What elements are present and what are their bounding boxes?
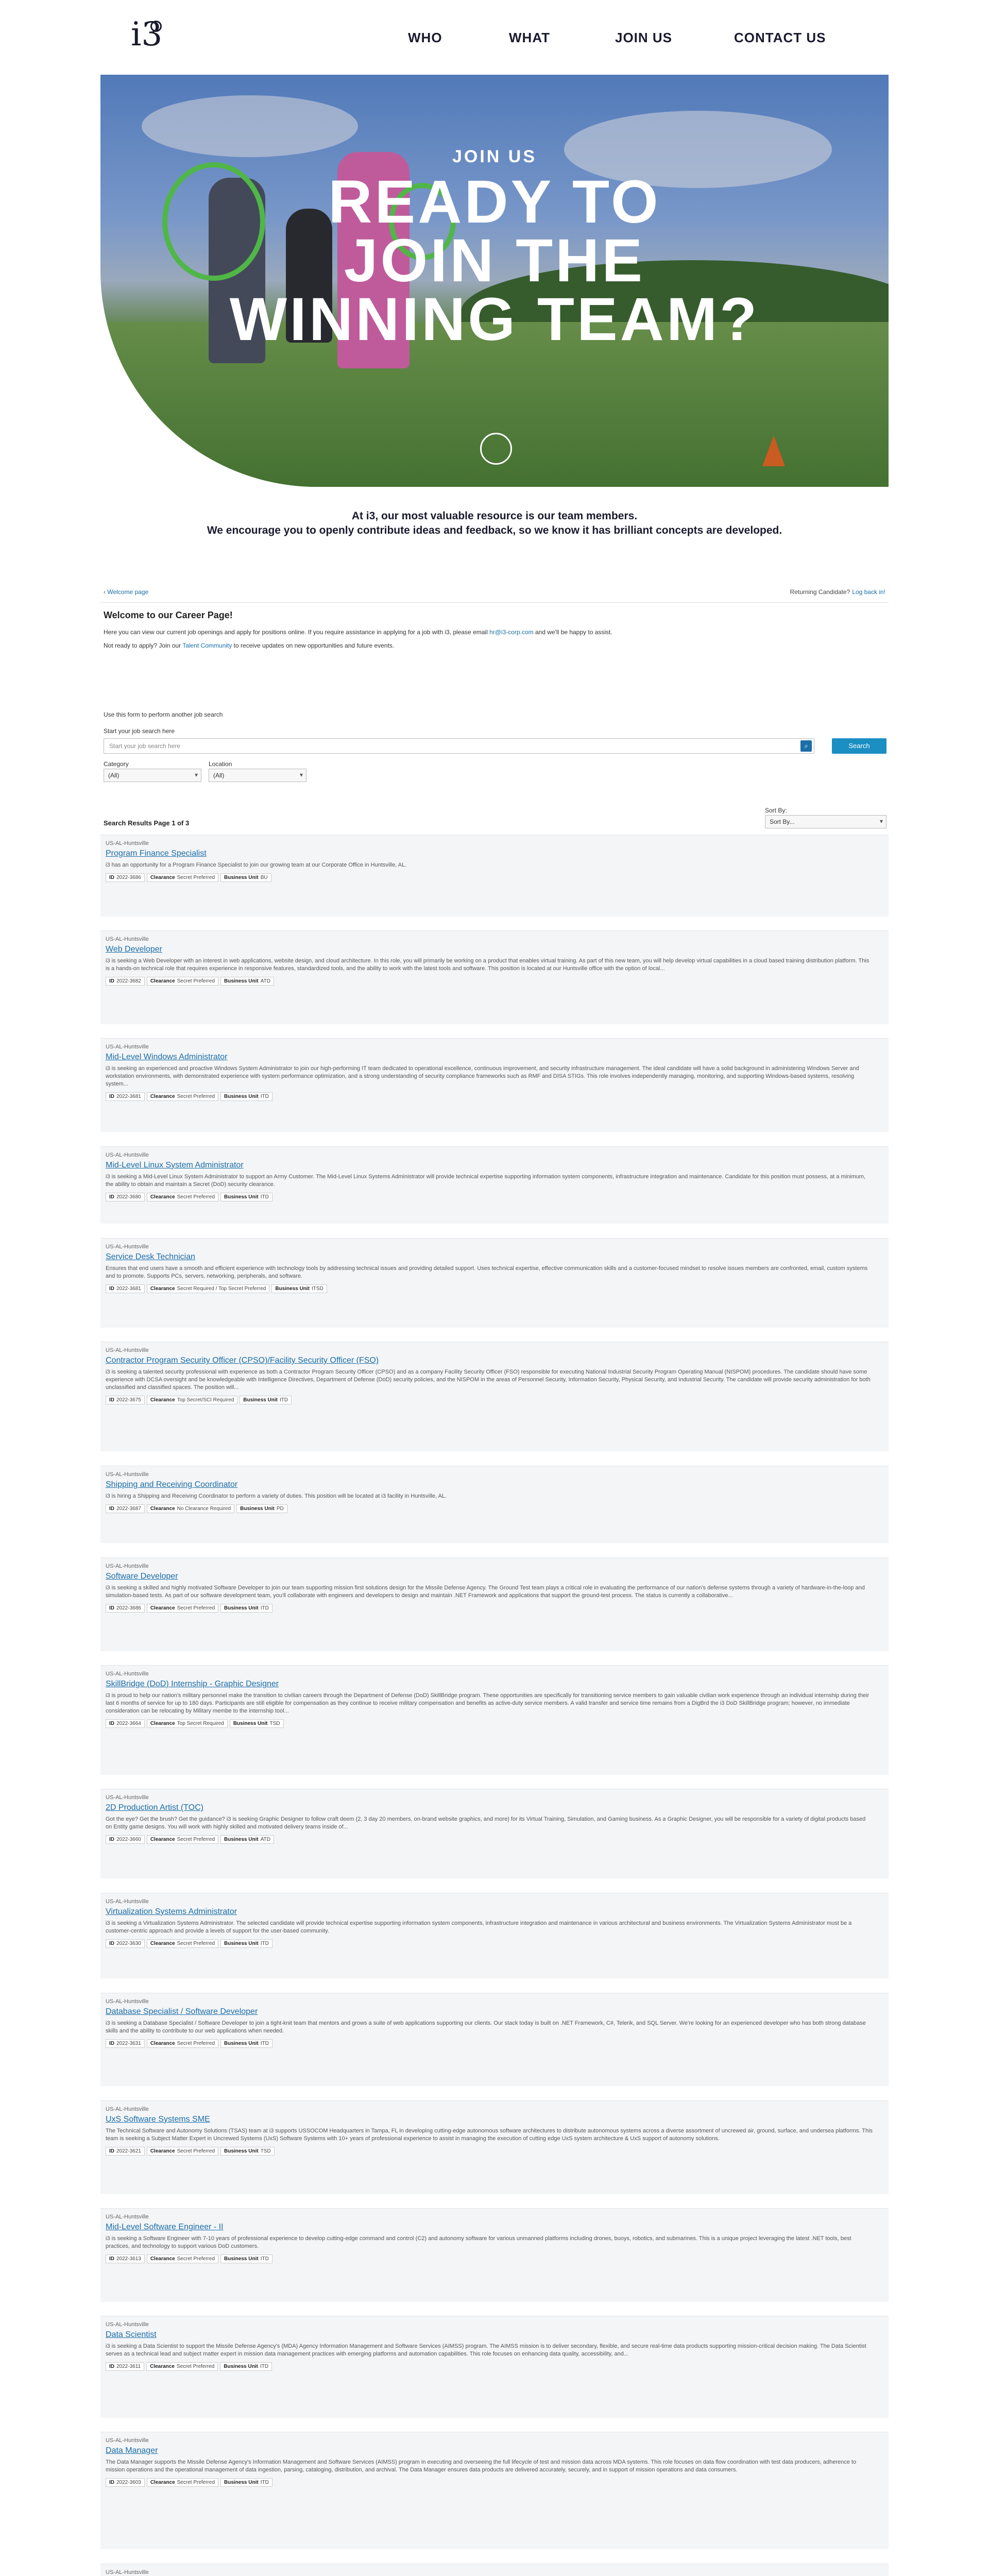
job-location: US-AL-Huntsville (106, 2437, 149, 2444)
business-unit-tag: Business Unit ITD (220, 1193, 272, 1201)
job-location: US-AL-Huntsville (106, 2321, 149, 2328)
nav-who[interactable]: WHO (408, 30, 442, 45)
job-tags (106, 1193, 885, 1202)
business-unit-tag: Business Unit ATD (220, 1835, 274, 1844)
job-card (100, 1146, 889, 1224)
job-description: i3 is seeking a skilled and highly motivated Software Developer to join our team supporting mission first solutions design for the Missile Defense Agency. The Ground Test team plays a critical role in evaluating the performance of our nation's defense systems through a variety of hardware-in-the-loop and simulation-based tests. As part of our software development team, you'll collaborate with engineers and developers to design and maintain .NET Framework and applications that support the ground-test process. The status is currently a collaborative... (106, 1584, 865, 1599)
hero-banner (100, 75, 889, 487)
clearance-tag: Clearance Secret Preferred (146, 2362, 218, 2371)
job-description: i3 is proud to help our nation's military personnel make the transition to civilian careers through the Department of Defense (DoD) SkillBridge program. These opportunities are specifically for transitioning service members to gain valuable civilian work experience through an individual internship during their last 6 months of service for up to 180 days. Participants are still eligible for compensation as they continue to receive military compensation and benefits as active-duty service members. A valid transfer and service time remains from a DigBrd the i3 DoD SkillBridge program; however, no immediate consideration can be relocating by Military membe to the internship tool... (106, 1692, 869, 1714)
business-unit-tag: Business Unit ITSD (271, 1284, 327, 1293)
job-card (100, 1238, 889, 1328)
job-id-tag: ID 2022-3603 (106, 2478, 145, 2487)
category-select[interactable]: (All) ▾ (104, 769, 201, 782)
job-id-tag: ID 2022-3686 (106, 1604, 145, 1613)
job-description: i3 is seeking a Mid-Level Linux System Administrator to support an Army Customer. The Mid-Level Linux Systems Administrator will provide technical expertise supporting information system components, infrastructure integration and maintenance. Candidate for this position must possess, at a minimum, the ability to obtain and maintain a Secret (DoD) security clearance. (106, 1173, 866, 1188)
job-tags (106, 977, 885, 986)
clearance-tag: Clearance No Clearance Required (147, 1504, 234, 1513)
clearance-tag: Clearance Secret Preferred (147, 2039, 218, 2048)
category-label: Category (104, 760, 129, 768)
job-title-link[interactable]: 2D Production Artist (TOC) (106, 1803, 203, 1812)
job-title-link[interactable]: Contractor Program Security Officer (CPSO)/Facility Security Officer (FSO) (106, 1356, 379, 1365)
job-card (100, 1789, 889, 1878)
job-description: i3 is seeking a Web Developer with an interest in web applications, website design, and cloud architecture. In this role, you will primarily be working on a product that enables virtual training. As part of this new team, you will help develop virtual capabilities in a cloud based training distribution platform. This is a hands-on technical role that requires experience in responsive features, standardized tools, and the ability to work with the latest tools and software. This position is located at our Huntsville office with the option of local... (106, 958, 869, 972)
job-card (100, 2432, 889, 2549)
search-button[interactable]: Search (832, 738, 886, 754)
scroll-down-button[interactable] (480, 433, 512, 465)
form-intro: Use this form to perform another job search (104, 711, 223, 718)
job-title-link[interactable]: Shipping and Receiving Coordinator (106, 1480, 238, 1489)
search-label: Start your job search here (104, 727, 175, 735)
logo-ring (150, 21, 162, 32)
business-unit-tag: Business Unit BU (220, 873, 271, 882)
clearance-tag: Clearance Secret Preferred (147, 1604, 218, 1613)
job-location: US-AL-Huntsville (106, 1151, 149, 1158)
clearance-tag: Clearance Secret Preferred (147, 2255, 218, 2263)
business-unit-tag: Business Unit ITD (220, 1092, 272, 1101)
business-unit-tag: Business Unit ITD (220, 2478, 272, 2487)
job-title-link[interactable]: Service Desk Technician (106, 1252, 196, 1261)
clearance-tag: Clearance Secret Preferred (147, 2478, 218, 2487)
job-card (100, 2564, 889, 2576)
job-location: US-AL-Huntsville (106, 2106, 149, 2112)
job-card (100, 930, 889, 1024)
job-card (100, 1893, 889, 1978)
business-unit-tag: Business Unit ATD (220, 977, 274, 986)
job-id-tag: ID 2022-3660 (106, 1835, 145, 1844)
job-id-tag: ID 2022-3681 (106, 1284, 145, 1293)
clearance-tag: Clearance Secret Preferred (147, 1835, 218, 1844)
business-unit-tag: Business Unit ITD (220, 2255, 272, 2263)
job-tags (106, 1719, 885, 1728)
nav-contact-us[interactable]: CONTACT US (734, 30, 826, 45)
clearance-tag: Clearance Secret Required / Top Secret Preferred (147, 1284, 270, 1293)
job-description: Ensures that end users have a smooth and efficient experience with technology tools by addressing technical issues and providing detailed support. Uses technical expertise, effective communication skills and a customer-focused mindset to resolve issues members are confronted, email, custom systems and to promote. Supports PCs, servers, networking, peripherals, and software. (106, 1265, 868, 1279)
business-unit-tag: Business Unit ITD (220, 2039, 272, 2048)
job-description: The Data Manager supports the Missile Defense Agency's Information Management and Software Services (AIMSS) program in executing and overseeing the full lifecycle of test and mission data across MDA systems. This role focuses on data flow coordination with test data producers, adherence to mission operations and the operational management of data ingestion, parsing, cataloging, distribution, and archival. The Data Manager ensures data products are delivered accurately, securely, and in support of mission operations and data consumers. (106, 2459, 857, 2473)
job-id-tag: ID 2022-3682 (106, 977, 145, 986)
job-description: i3 is seeking a Data Scientist to support the Missile Defense Agency's (MDA) Agency Information Management and Software Services (AIMSS) program. The AIMSS mission is to deliver secondary, flexible, and secure real-time data products supporting mission-critical decision making. The Data Scientist serves as a technical lead and subject matter expert in mission data management practices with emerging platforms and automation capabilities. This role focuses on enhancing data quality, accessibility, and... (106, 2343, 866, 2358)
job-description: i3 is hiring a Shipping and Receiving Coordinator to perform a variety of duties. This position will be located at i3 facility in Huntsville, AL. (106, 1493, 447, 1499)
job-description: i3 is seeking a talented security professional with experience as both a Contractor Program Security Officer (CPSO) and as a company Facility Security Officer (FSO) responsible for executing National Industrial Security Program Operating Manual (NISPOM) procedures. The candidate should have some experience with DCSA oversight and be knowledgeable with Intelligence Directives, Department of Defense (DoD) security policies, and the NISPOM in the areas of Personnel Security, Information Security, Physical Security, and Industrial Security. The candidate will provide security administration for both unclassified and classified spaces. The position will... (106, 1369, 871, 1391)
job-id-tag: ID 2022-3630 (106, 1939, 145, 1948)
job-card (100, 1665, 889, 1775)
job-location: US-AL-Huntsville (106, 1471, 149, 1478)
job-location: US-AL-Huntsville (106, 1998, 149, 2005)
business-unit-tag: Business Unit ITD (240, 1396, 292, 1404)
job-title-link[interactable]: Program Finance Specialist (106, 849, 207, 858)
job-card (100, 2208, 889, 2302)
job-id-tag: ID 2022-3681 (106, 1092, 145, 1101)
job-title-link[interactable]: UxS Software Systems SME (106, 2114, 210, 2124)
login-link[interactable]: Log back in! (852, 588, 885, 596)
job-description: Got the eye? Get the brush? Get the guidance? i3 is seeking Graphic Designer to follow craft deem (2, 3 day 20 members, on-brand website graphics, and more) for its Virtual Training, Simulation, and Gaming business. As a Graphic Designer, you will be responsible for a variety of digital products based on Entity game designs. You will work with highly skilled and motivated delivery teams inside of... (106, 1816, 866, 1831)
back-link[interactable]: ‹ Welcome page (104, 588, 149, 596)
business-unit-tag: Business Unit TSD (220, 2147, 275, 2156)
nav-what[interactable]: WHAT (509, 30, 551, 45)
job-tags (106, 1284, 885, 1294)
job-title-link[interactable]: Virtualization Systems Administrator (106, 1907, 237, 1916)
clearance-tag: Clearance Top Secret/SCI Required (147, 1396, 237, 1404)
job-location: US-AL-Huntsville (106, 840, 149, 846)
job-card (100, 2316, 889, 2417)
job-title-link[interactable]: Web Developer (106, 945, 162, 954)
business-unit-tag: Business Unit TSD (230, 1719, 284, 1728)
clearance-tag: Clearance Secret Preferred (147, 977, 218, 986)
job-description: i3 is seeking a Virtualization Systems Administrator. The selected candidate will provide technical expertise supporting information system components, infrastructure integration and maintenance in various architectural and business environments. The Virtualization Systems Administrator must be a customer-centric approach and provide a levels of support for the user-based community. (106, 1920, 852, 1934)
job-tags (106, 2255, 885, 2264)
job-title-link[interactable]: Mid-Level Software Engineer - II (106, 2223, 224, 2231)
business-unit-tag: Business Unit ITD (220, 1604, 272, 1613)
job-description: The Technical Software and Autonomy Solutions (TSAS) team at i3 supports USSOCOM Headquarters in Tampa, FL in developing cutting-edge autonomous software architectures to distribute autonomous systems across a diverse assortment of uncrewed air, ground, surface, and undersea platforms. This team is seeking a Subject Matter Expert in Uncrewed Systems (UxS) Software Systems with 10+ years of professional experience to assist in managing the execution of cutting edge UxS system architecture & UxS support of autonomy solutions. (106, 2127, 873, 2142)
intro-paragraph: Here you can view our current job openings and apply for positions online. If you require assistance in applying for a job with i3, please email hr@i3-corp.com and we'll be happy to assist. (104, 629, 612, 636)
job-title-link[interactable]: Data Scientist (106, 2330, 157, 2340)
job-id-tag: ID 2022-3621 (106, 2147, 145, 2156)
job-title-link[interactable]: Mid-Level Windows Administrator (106, 1053, 228, 1062)
job-tags (106, 1396, 885, 1405)
top-nav (0, 0, 989, 75)
job-description: i3 is seeking an experienced and proactive Windows System Administrator to join our high-performing IT team dedicated to operational excellence, continuous improvement, and security infrastructure management. The ideal candidate will have a solid background in administering Windows Server and workstation environments, with demonstrated experience with system performance optimization, and a strong understanding of security compliance frameworks such as RMF and DISA STIGs. This role involves independently managing, monitoring, and supporting Windows-based systems, resolving system... (106, 1065, 859, 1088)
sort-select[interactable]: Sort By... ▾ (765, 815, 886, 828)
job-tags (106, 2039, 885, 2048)
job-location: US-AL-Huntsville (106, 1794, 149, 1801)
job-title-link[interactable]: SkillBridge (DoD) Internship - Graphic Designer (106, 1680, 279, 1688)
location-label: Location (209, 760, 232, 768)
job-location: US-AL-Huntsville (106, 2569, 149, 2575)
job-location: US-AL-Huntsville (106, 2214, 149, 2220)
job-title-link[interactable]: Software Developer (106, 1571, 178, 1581)
returning-candidate: Returning Candidate? Log back in! (790, 588, 885, 596)
business-unit-tag: Business Unit PD (236, 1504, 287, 1513)
i3-logo[interactable]: i3 (131, 15, 163, 54)
job-description: i3 is seeking a Database Specialist / Software Developer to join a tight-knit team that mentors and grows a suite of web applications supporting our clients. Our stack today is built on .NET Framework, C#, Telerik, and SQL Server. We're looking for an experienced developer who has both strong database skills and the ability to contribute to our web applications when needed. (106, 2020, 866, 2034)
job-id-tag: ID 2022-3686 (106, 873, 145, 882)
job-id-tag: ID 2022-3613 (106, 2255, 145, 2263)
job-id-tag: ID 2022-3664 (106, 1719, 145, 1728)
job-id-tag: ID 2022-3611 (106, 2362, 144, 2371)
job-card (100, 1466, 889, 1544)
job-tags (106, 1939, 885, 1948)
sort-label: Sort By: (765, 807, 787, 814)
job-card (100, 1038, 889, 1132)
talent-community-link[interactable]: Talent Community (182, 642, 232, 649)
hero-title: READY TO JOIN THE WINNING TEAM? (229, 168, 760, 353)
job-id-tag: ID 2022-3680 (106, 1193, 145, 1201)
job-tags (106, 1835, 885, 1844)
job-location: US-AL-Huntsville (106, 1347, 149, 1354)
job-tags (106, 1092, 885, 1101)
location-select[interactable]: (All) ▾ (209, 769, 306, 782)
search-icon[interactable]: ⌕ (800, 740, 812, 752)
job-card (100, 1993, 889, 2087)
job-location: US-AL-Huntsville (106, 936, 149, 942)
results-count: Search Results Page 1 of 3 (104, 819, 190, 827)
job-location: US-AL-Huntsville (106, 1563, 149, 1569)
clearance-tag: Clearance Secret Preferred (147, 2147, 218, 2156)
job-id-tag: ID 2022-3631 (106, 2039, 145, 2048)
job-tags (106, 2362, 885, 2371)
job-tags (106, 2147, 885, 2156)
clearance-tag: Clearance Top Secret Required (147, 1719, 228, 1728)
job-card (100, 2100, 889, 2194)
job-tags (106, 873, 885, 883)
job-tags (106, 1604, 885, 1613)
job-card (100, 1557, 889, 1651)
clearance-tag: Clearance Secret Preferred (147, 873, 218, 882)
job-location: US-AL-Huntsville (106, 1898, 149, 1905)
job-title-link[interactable]: Data Manager (106, 2446, 158, 2455)
job-location: US-AL-Huntsville (106, 1243, 149, 1250)
hero-kicker: JOIN US (452, 147, 537, 166)
business-unit-tag: Business Unit ITD (220, 2362, 272, 2371)
job-title-link[interactable]: Database Specialist / Software Developer (106, 2007, 258, 2016)
job-location: US-AL-Huntsville (106, 1671, 149, 1677)
job-tags (106, 2478, 885, 2487)
job-card (100, 835, 889, 917)
page-title: Welcome to our Career Page! (104, 610, 233, 620)
job-id-tag: ID 2022-3675 (106, 1396, 145, 1404)
business-unit-tag: Business Unit ITD (220, 1939, 272, 1948)
clearance-tag: Clearance Secret Preferred (147, 1193, 218, 1201)
nav-join-us[interactable]: JOIN US (615, 30, 673, 45)
email-link[interactable]: hr@i3-corp.com (489, 629, 534, 636)
intro-text: At i3, our most valuable resource is our team members. We encourage you to openly contribute ideas and feedback, so we know it has brilliant concepts are developed. (207, 510, 782, 536)
job-description: i3 is seeking a Software Engineer with 7-10 years of professional experience to develop cutting-edge command and control (C2) and autonomy software for various unmanned platforms including drones, buoys, robotics, and submarines. This is a unique project leveraging the latest .NET tools, best practices, and technology to support various DoD customers. (106, 2235, 851, 2249)
job-title-link[interactable]: Mid-Level Linux System Administrator (106, 1160, 244, 1170)
job-location: US-AL-Huntsville (106, 1044, 149, 1050)
clearance-tag: Clearance Secret Preferred (147, 1092, 218, 1101)
portal-topbar (100, 582, 889, 603)
career-portal (100, 582, 889, 2576)
clearance-tag: Clearance Secret Preferred (147, 1939, 218, 1948)
job-id-tag: ID 2022-3687 (106, 1504, 145, 1513)
job-tags (106, 1504, 885, 1514)
job-description: i3 has an opportunity for a Program Finance Specialist to join our growing team at our Corporate Office in Huntsville, AL. (106, 862, 407, 868)
search-input[interactable]: Start your job search here ⌕ (104, 738, 814, 754)
talent-paragraph: Not ready to apply? Join our Talent Community to receive updates on new opportunities and future events. (104, 642, 395, 649)
job-card (100, 1342, 889, 1451)
